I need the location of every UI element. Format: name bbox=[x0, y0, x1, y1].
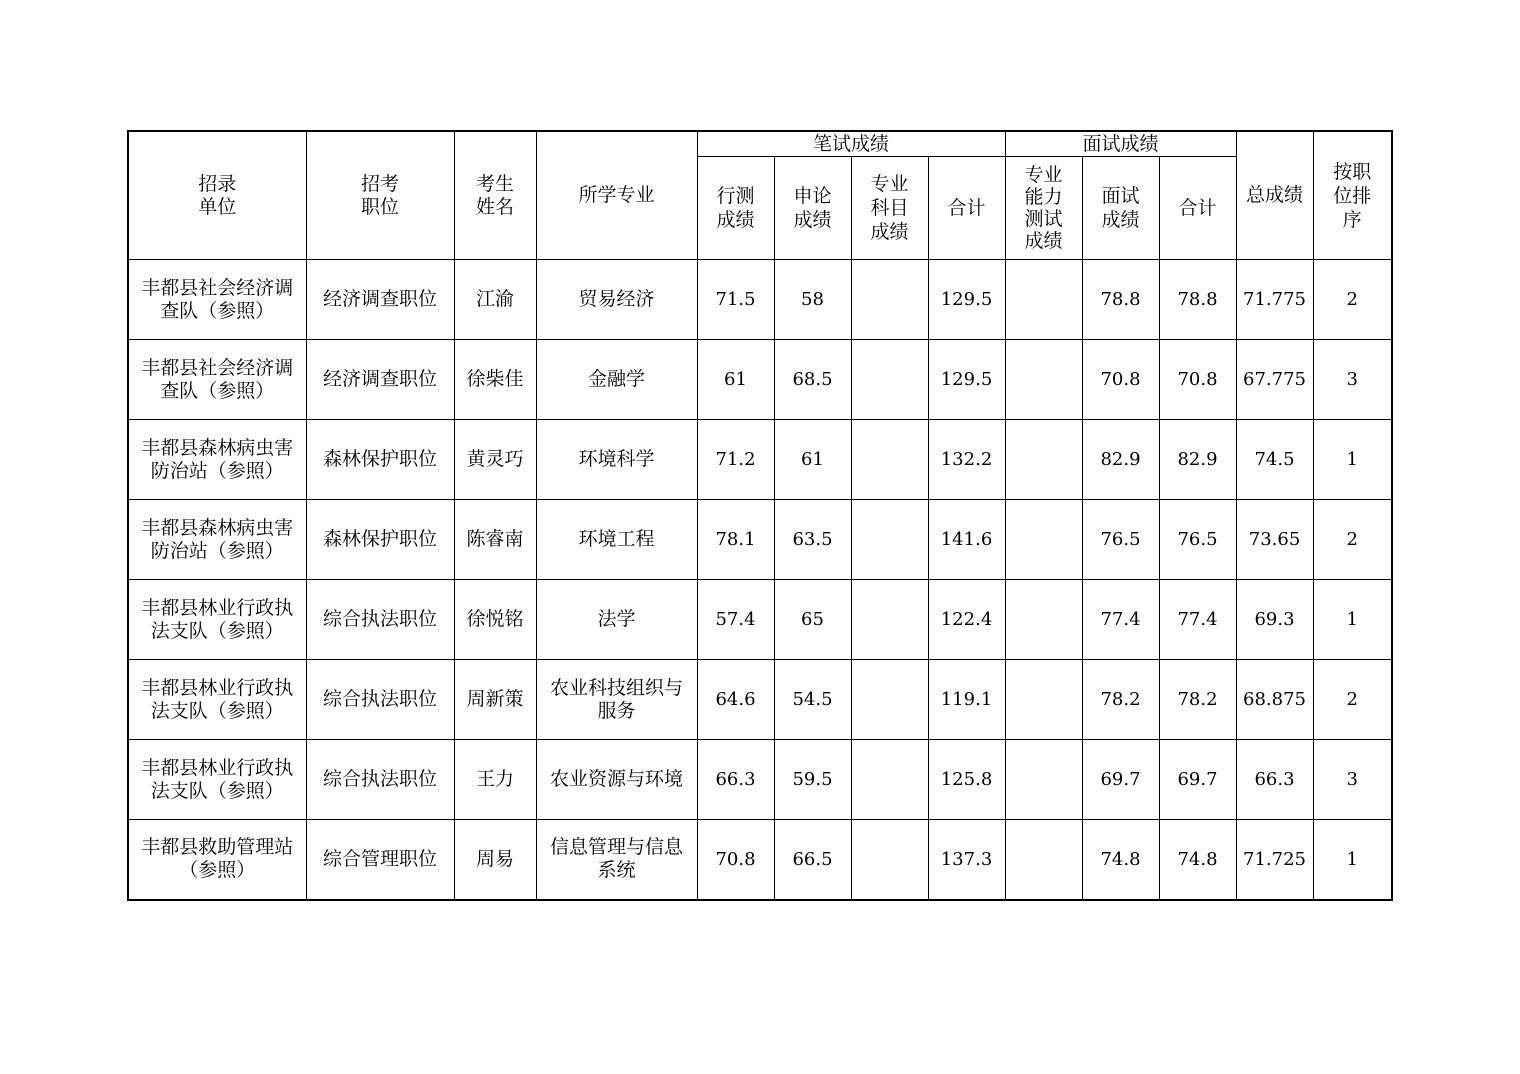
cell-written-total: 119.1 bbox=[928, 660, 1005, 740]
cell-total: 68.875 bbox=[1236, 660, 1313, 740]
cell-interview: 70.8 bbox=[1082, 340, 1159, 420]
cell-total: 66.3 bbox=[1236, 740, 1313, 820]
header-interview: 面试成绩 bbox=[1101, 185, 1140, 231]
header-written-group: 笔试成绩 bbox=[697, 131, 1005, 157]
cell-unit bbox=[128, 660, 306, 740]
cell-name: 王力 bbox=[454, 740, 536, 820]
cell-shenlun: 68.5 bbox=[774, 340, 851, 420]
cell-shenlun: 59.5 bbox=[774, 740, 851, 820]
cell-position: 综合执法职位 bbox=[306, 740, 454, 820]
cell-written-total: 129.5 bbox=[928, 260, 1005, 340]
cell-name: 周易 bbox=[454, 820, 536, 900]
cell-position: 森林保护职位 bbox=[306, 420, 454, 500]
cell-major-text: 农业科技组织与服务 bbox=[549, 676, 683, 722]
header-shenlun: 申论成绩 bbox=[793, 185, 832, 231]
cell-ability bbox=[1005, 500, 1082, 580]
header-special-cell bbox=[851, 157, 928, 260]
cell-interview-total: 74.8 bbox=[1159, 820, 1236, 900]
cell-interview: 69.7 bbox=[1082, 740, 1159, 820]
cell-major-text: 贸易经济 bbox=[578, 288, 655, 310]
header-interview-group: 面试成绩 bbox=[1005, 131, 1236, 157]
header-ability: 专业能力测试成绩 bbox=[1024, 163, 1063, 252]
cell-xingce: 71.2 bbox=[697, 420, 774, 500]
cell-interview: 78.8 bbox=[1082, 260, 1159, 340]
cell-interview-total: 76.5 bbox=[1159, 500, 1236, 580]
header-unit: 招录 单位 bbox=[128, 131, 306, 260]
table-row bbox=[128, 420, 1392, 500]
cell-position: 森林保护职位 bbox=[306, 500, 454, 580]
cell-total: 67.775 bbox=[1236, 340, 1313, 420]
cell-total: 69.3 bbox=[1236, 580, 1313, 660]
cell-xingce: 78.1 bbox=[697, 500, 774, 580]
table-row bbox=[128, 500, 1392, 580]
cell-interview-total: 78.8 bbox=[1159, 260, 1236, 340]
cell-shenlun: 63.5 bbox=[774, 500, 851, 580]
cell-special bbox=[851, 340, 928, 420]
cell-major bbox=[536, 580, 697, 660]
cell-special bbox=[851, 420, 928, 500]
cell-written-total: 129.5 bbox=[928, 340, 1005, 420]
header-position: 招考 职位 bbox=[306, 131, 454, 260]
header-major: 所学专业 bbox=[536, 131, 697, 260]
cell-unit bbox=[128, 260, 306, 340]
cell-unit-text: 丰都县森林病虫害防治站（参照） bbox=[141, 436, 294, 482]
cell-ability bbox=[1005, 660, 1082, 740]
cell-unit-text: 丰都县森林病虫害防治站（参照） bbox=[141, 516, 294, 562]
cell-ability bbox=[1005, 580, 1082, 660]
cell-rank: 2 bbox=[1313, 260, 1392, 340]
cell-ability bbox=[1005, 740, 1082, 820]
cell-name: 周新策 bbox=[454, 660, 536, 740]
cell-unit-text: 丰都县林业行政执法支队（参照） bbox=[141, 756, 294, 802]
cell-rank: 2 bbox=[1313, 660, 1392, 740]
cell-rank: 1 bbox=[1313, 820, 1392, 900]
cell-total: 74.5 bbox=[1236, 420, 1313, 500]
header-name: 考生 姓名 bbox=[454, 131, 536, 260]
table-row bbox=[128, 580, 1392, 660]
cell-unit-text: 丰都县社会经济调查队（参照） bbox=[141, 356, 294, 402]
cell-position: 经济调查职位 bbox=[306, 260, 454, 340]
table-row bbox=[128, 340, 1392, 420]
cell-interview-total: 69.7 bbox=[1159, 740, 1236, 820]
cell-ability bbox=[1005, 820, 1082, 900]
cell-unit bbox=[128, 740, 306, 820]
table-row bbox=[128, 820, 1392, 900]
cell-special bbox=[851, 260, 928, 340]
table-row bbox=[128, 740, 1392, 820]
table-row bbox=[128, 660, 1392, 740]
header-xingce: 行测成绩 bbox=[716, 185, 755, 231]
cell-xingce: 64.6 bbox=[697, 660, 774, 740]
cell-major-text: 信息管理与信息系统 bbox=[549, 836, 683, 882]
cell-major bbox=[536, 260, 697, 340]
cell-unit-text: 丰都县林业行政执法支队（参照） bbox=[141, 676, 294, 722]
cell-shenlun: 61 bbox=[774, 420, 851, 500]
cell-shenlun: 54.5 bbox=[774, 660, 851, 740]
cell-unit bbox=[128, 500, 306, 580]
cell-total: 71.775 bbox=[1236, 260, 1313, 340]
cell-major-text: 环境科学 bbox=[578, 448, 655, 470]
cell-name: 陈睿南 bbox=[454, 500, 536, 580]
cell-major-text: 环境工程 bbox=[578, 528, 655, 550]
header-xingce-cell bbox=[697, 157, 774, 260]
cell-major bbox=[536, 500, 697, 580]
cell-special bbox=[851, 580, 928, 660]
cell-rank: 1 bbox=[1313, 580, 1392, 660]
cell-shenlun: 66.5 bbox=[774, 820, 851, 900]
cell-position: 综合管理职位 bbox=[306, 820, 454, 900]
cell-major-text: 金融学 bbox=[587, 368, 645, 390]
cell-written-total: 132.2 bbox=[928, 420, 1005, 500]
header-written-total: 合计 bbox=[928, 157, 1005, 260]
cell-position: 综合执法职位 bbox=[306, 660, 454, 740]
cell-name: 徐柴佳 bbox=[454, 340, 536, 420]
cell-interview-total: 82.9 bbox=[1159, 420, 1236, 500]
cell-unit-text: 丰都县救助管理站（参照） bbox=[141, 836, 294, 882]
table-row bbox=[128, 260, 1392, 340]
cell-name: 徐悦铭 bbox=[454, 580, 536, 660]
header-rank: 按职位排序 bbox=[1333, 160, 1372, 231]
table-body bbox=[128, 260, 1392, 900]
cell-major bbox=[536, 420, 697, 500]
table-header bbox=[128, 131, 1392, 260]
cell-shenlun: 65 bbox=[774, 580, 851, 660]
cell-written-total: 122.4 bbox=[928, 580, 1005, 660]
cell-unit-text: 丰都县社会经济调查队（参照） bbox=[141, 276, 294, 322]
cell-xingce: 70.8 bbox=[697, 820, 774, 900]
cell-rank: 3 bbox=[1313, 740, 1392, 820]
cell-ability bbox=[1005, 420, 1082, 500]
cell-unit bbox=[128, 340, 306, 420]
cell-written-total: 141.6 bbox=[928, 500, 1005, 580]
cell-major bbox=[536, 740, 697, 820]
cell-major bbox=[536, 340, 697, 420]
score-table bbox=[127, 130, 1393, 901]
cell-written-total: 125.8 bbox=[928, 740, 1005, 820]
cell-special bbox=[851, 660, 928, 740]
cell-position: 经济调查职位 bbox=[306, 340, 454, 420]
header-special: 专业科目成绩 bbox=[870, 173, 909, 243]
cell-major-text: 农业资源与环境 bbox=[549, 768, 683, 790]
header-total: 总成绩 bbox=[1236, 131, 1313, 260]
cell-written-total: 137.3 bbox=[928, 820, 1005, 900]
cell-interview: 82.9 bbox=[1082, 420, 1159, 500]
cell-xingce: 71.5 bbox=[697, 260, 774, 340]
header-interview-total: 合计 bbox=[1159, 157, 1236, 260]
cell-interview: 78.2 bbox=[1082, 660, 1159, 740]
cell-special bbox=[851, 820, 928, 900]
cell-major-text: 法学 bbox=[597, 608, 636, 630]
cell-unit bbox=[128, 820, 306, 900]
cell-interview-total: 70.8 bbox=[1159, 340, 1236, 420]
cell-major bbox=[536, 660, 697, 740]
cell-unit bbox=[128, 420, 306, 500]
cell-shenlun: 58 bbox=[774, 260, 851, 340]
header-interview-cell bbox=[1082, 157, 1159, 260]
cell-total: 73.65 bbox=[1236, 500, 1313, 580]
header-group-row bbox=[128, 131, 1392, 157]
cell-ability bbox=[1005, 340, 1082, 420]
cell-major bbox=[536, 820, 697, 900]
cell-special bbox=[851, 740, 928, 820]
cell-rank: 3 bbox=[1313, 340, 1392, 420]
cell-name: 江渝 bbox=[454, 260, 536, 340]
cell-interview: 74.8 bbox=[1082, 820, 1159, 900]
cell-interview-total: 77.4 bbox=[1159, 580, 1236, 660]
cell-interview-total: 78.2 bbox=[1159, 660, 1236, 740]
header-rank-cell bbox=[1313, 131, 1392, 260]
cell-name: 黄灵巧 bbox=[454, 420, 536, 500]
header-ability-cell bbox=[1005, 157, 1082, 260]
cell-ability bbox=[1005, 260, 1082, 340]
cell-interview: 77.4 bbox=[1082, 580, 1159, 660]
cell-special bbox=[851, 500, 928, 580]
cell-xingce: 57.4 bbox=[697, 580, 774, 660]
cell-xingce: 66.3 bbox=[697, 740, 774, 820]
header-shenlun-cell bbox=[774, 157, 851, 260]
cell-unit bbox=[128, 580, 306, 660]
cell-unit-text: 丰都县林业行政执法支队（参照） bbox=[141, 596, 294, 642]
cell-rank: 2 bbox=[1313, 500, 1392, 580]
cell-interview: 76.5 bbox=[1082, 500, 1159, 580]
cell-rank: 1 bbox=[1313, 420, 1392, 500]
cell-xingce: 61 bbox=[697, 340, 774, 420]
cell-position: 综合执法职位 bbox=[306, 580, 454, 660]
cell-total: 71.725 bbox=[1236, 820, 1313, 900]
